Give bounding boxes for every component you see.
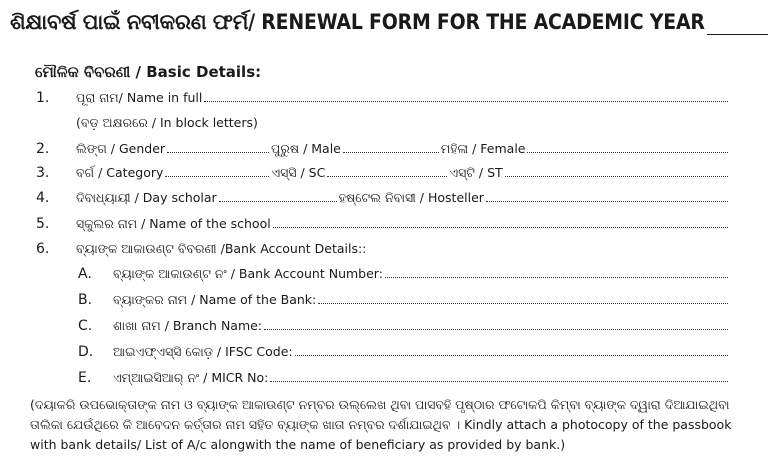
category-dots [165, 166, 269, 177]
bank-item-letter: C. [78, 318, 93, 334]
branch-name-label: ଶାଖା ନାମ / Branch Name: [113, 318, 263, 333]
day-scholar-input-line[interactable] [219, 191, 337, 202]
bank-item-letter: D. [78, 344, 94, 360]
micr-number-label: ଏମ୍‌ଆଇସିଆର୍ ନଂ / MICR No: [113, 370, 269, 385]
field-number: 3. [36, 165, 50, 181]
ifsc-code-label: ଆଇଏଫ୍‌ଏସ୍‌ସି କୋଡ଼ / IFSC Code: [113, 344, 293, 359]
field-row-gender [0, 141, 768, 161]
field-label-category: ବର୍ଗ / Category [76, 165, 164, 180]
gender-female-option[interactable]: ମହିଳା / Female [440, 141, 526, 156]
field-row-name [0, 90, 768, 110]
field-label-bank-details: ବ୍ୟାଙ୍କ ଆକାଉଣ୍ଟ ବିବରଣୀ /Bank Account Details:: [76, 241, 367, 256]
field-row-bank [0, 241, 768, 261]
footnote-instructions: (ଦୟାକରି ଉପଭୋକ୍ତାଙ୍କ ନାମ ଓ ବ୍ୟାଙ୍କ ଆକାଉଣ୍ଟ ନମ୍ବର ଉଲ୍ଲେଖ ଥିବା ପାସବହି ପୃଷ୍ଠାର ଫଟୋକପି କିମ୍ବା ବ୍ୟାଙ୍କ ଦ୍ୱାରା ଦିଆଯାଇଥିବା ତାଲିକା ଯେଉଁଥିରେ କି ଆବେଦନ କର୍ତ୍ତାର ନାମ ସହିତ ବ୍ୟାଙ୍କ ଖାତା ନମ୍ବର ଦର୍ଶାଯାଇଥିବ । Kindly attach a photocopy of the passbook with bank details/ List of A/c alongwith the name of beneficiary as provided by bank.) [30, 397, 732, 452]
field-number: 4. [36, 190, 50, 206]
field-number: 1. [36, 90, 50, 106]
bank-account-number-label: ବ୍ୟାଙ୍କ ଆକାଉଣ୍ଟ ନଂ / Bank Account Number: [113, 266, 383, 281]
hosteller-input-line[interactable] [486, 191, 728, 202]
bank-item-row [0, 292, 768, 312]
branch-name-input[interactable] [264, 319, 728, 330]
field-row-scholar [0, 190, 768, 210]
school-input-line[interactable] [273, 217, 728, 228]
male-input-line[interactable] [343, 142, 439, 153]
field-number: 6. [36, 241, 50, 257]
name-note: (ବଡ଼ ଅକ୍ଷରରେ / In block letters) [76, 115, 258, 130]
field-label-school: ସ୍କୁଲର ନାମ / Name of the school [76, 216, 271, 231]
bank-account-number-input[interactable] [385, 267, 728, 278]
field-row-school [0, 216, 768, 236]
bank-item-row [0, 266, 768, 286]
bank-item-letter: A. [78, 266, 92, 282]
bank-item-row [0, 344, 768, 364]
field-number: 5. [36, 216, 50, 232]
academic-year-blank[interactable] [707, 16, 768, 35]
field-label-name: ପୂରା ନାମ/ Name in full [76, 90, 203, 105]
female-input-line[interactable] [527, 142, 728, 153]
st-input-line[interactable] [505, 166, 728, 177]
field-label-day-scholar[interactable]: ଦିବାଧ୍ୟାୟୀ / Day scholar [76, 190, 217, 205]
sc-input-line[interactable] [327, 166, 447, 177]
category-sc-option[interactable]: ଏସ୍‌ସି / SC [271, 165, 326, 180]
form-title [10, 10, 768, 35]
section-heading-basic-details: ମୌଳିକ ବିବରଣୀ / Basic Details: [35, 63, 262, 81]
gender-dots [167, 142, 269, 153]
form-title-text: ଶିକ୍ଷାବର୍ଷ ପାଇଁ ନବୀକରଣ ଫର୍ମ/ RENEWAL FORM FOR THE ACADEMIC YEAR [10, 10, 705, 34]
micr-number-input[interactable] [270, 371, 728, 382]
field-row-name-note [0, 115, 768, 135]
field-label-hosteller[interactable]: ହଷ୍ଟେଲ ନିବାସୀ / Hosteller [338, 190, 484, 205]
bank-name-label: ବ୍ୟାଙ୍କର ନାମ / Name of the Bank: [113, 292, 317, 307]
bank-item-letter: B. [78, 292, 93, 308]
bank-item-letter: E. [78, 370, 92, 386]
field-label-gender: ଲିଙ୍ଗ / Gender [76, 141, 166, 156]
bank-item-row [0, 370, 768, 390]
name-input-line[interactable] [204, 91, 728, 102]
bank-name-input[interactable] [318, 293, 728, 304]
field-row-category [0, 165, 768, 185]
field-number: 2. [36, 141, 50, 157]
gender-male-option[interactable]: ପୁରୁଷ / Male [271, 141, 341, 156]
bank-item-row [0, 318, 768, 338]
category-st-option[interactable]: ଏସ୍‌ଟି / ST [449, 165, 503, 180]
ifsc-code-input[interactable] [295, 345, 728, 356]
